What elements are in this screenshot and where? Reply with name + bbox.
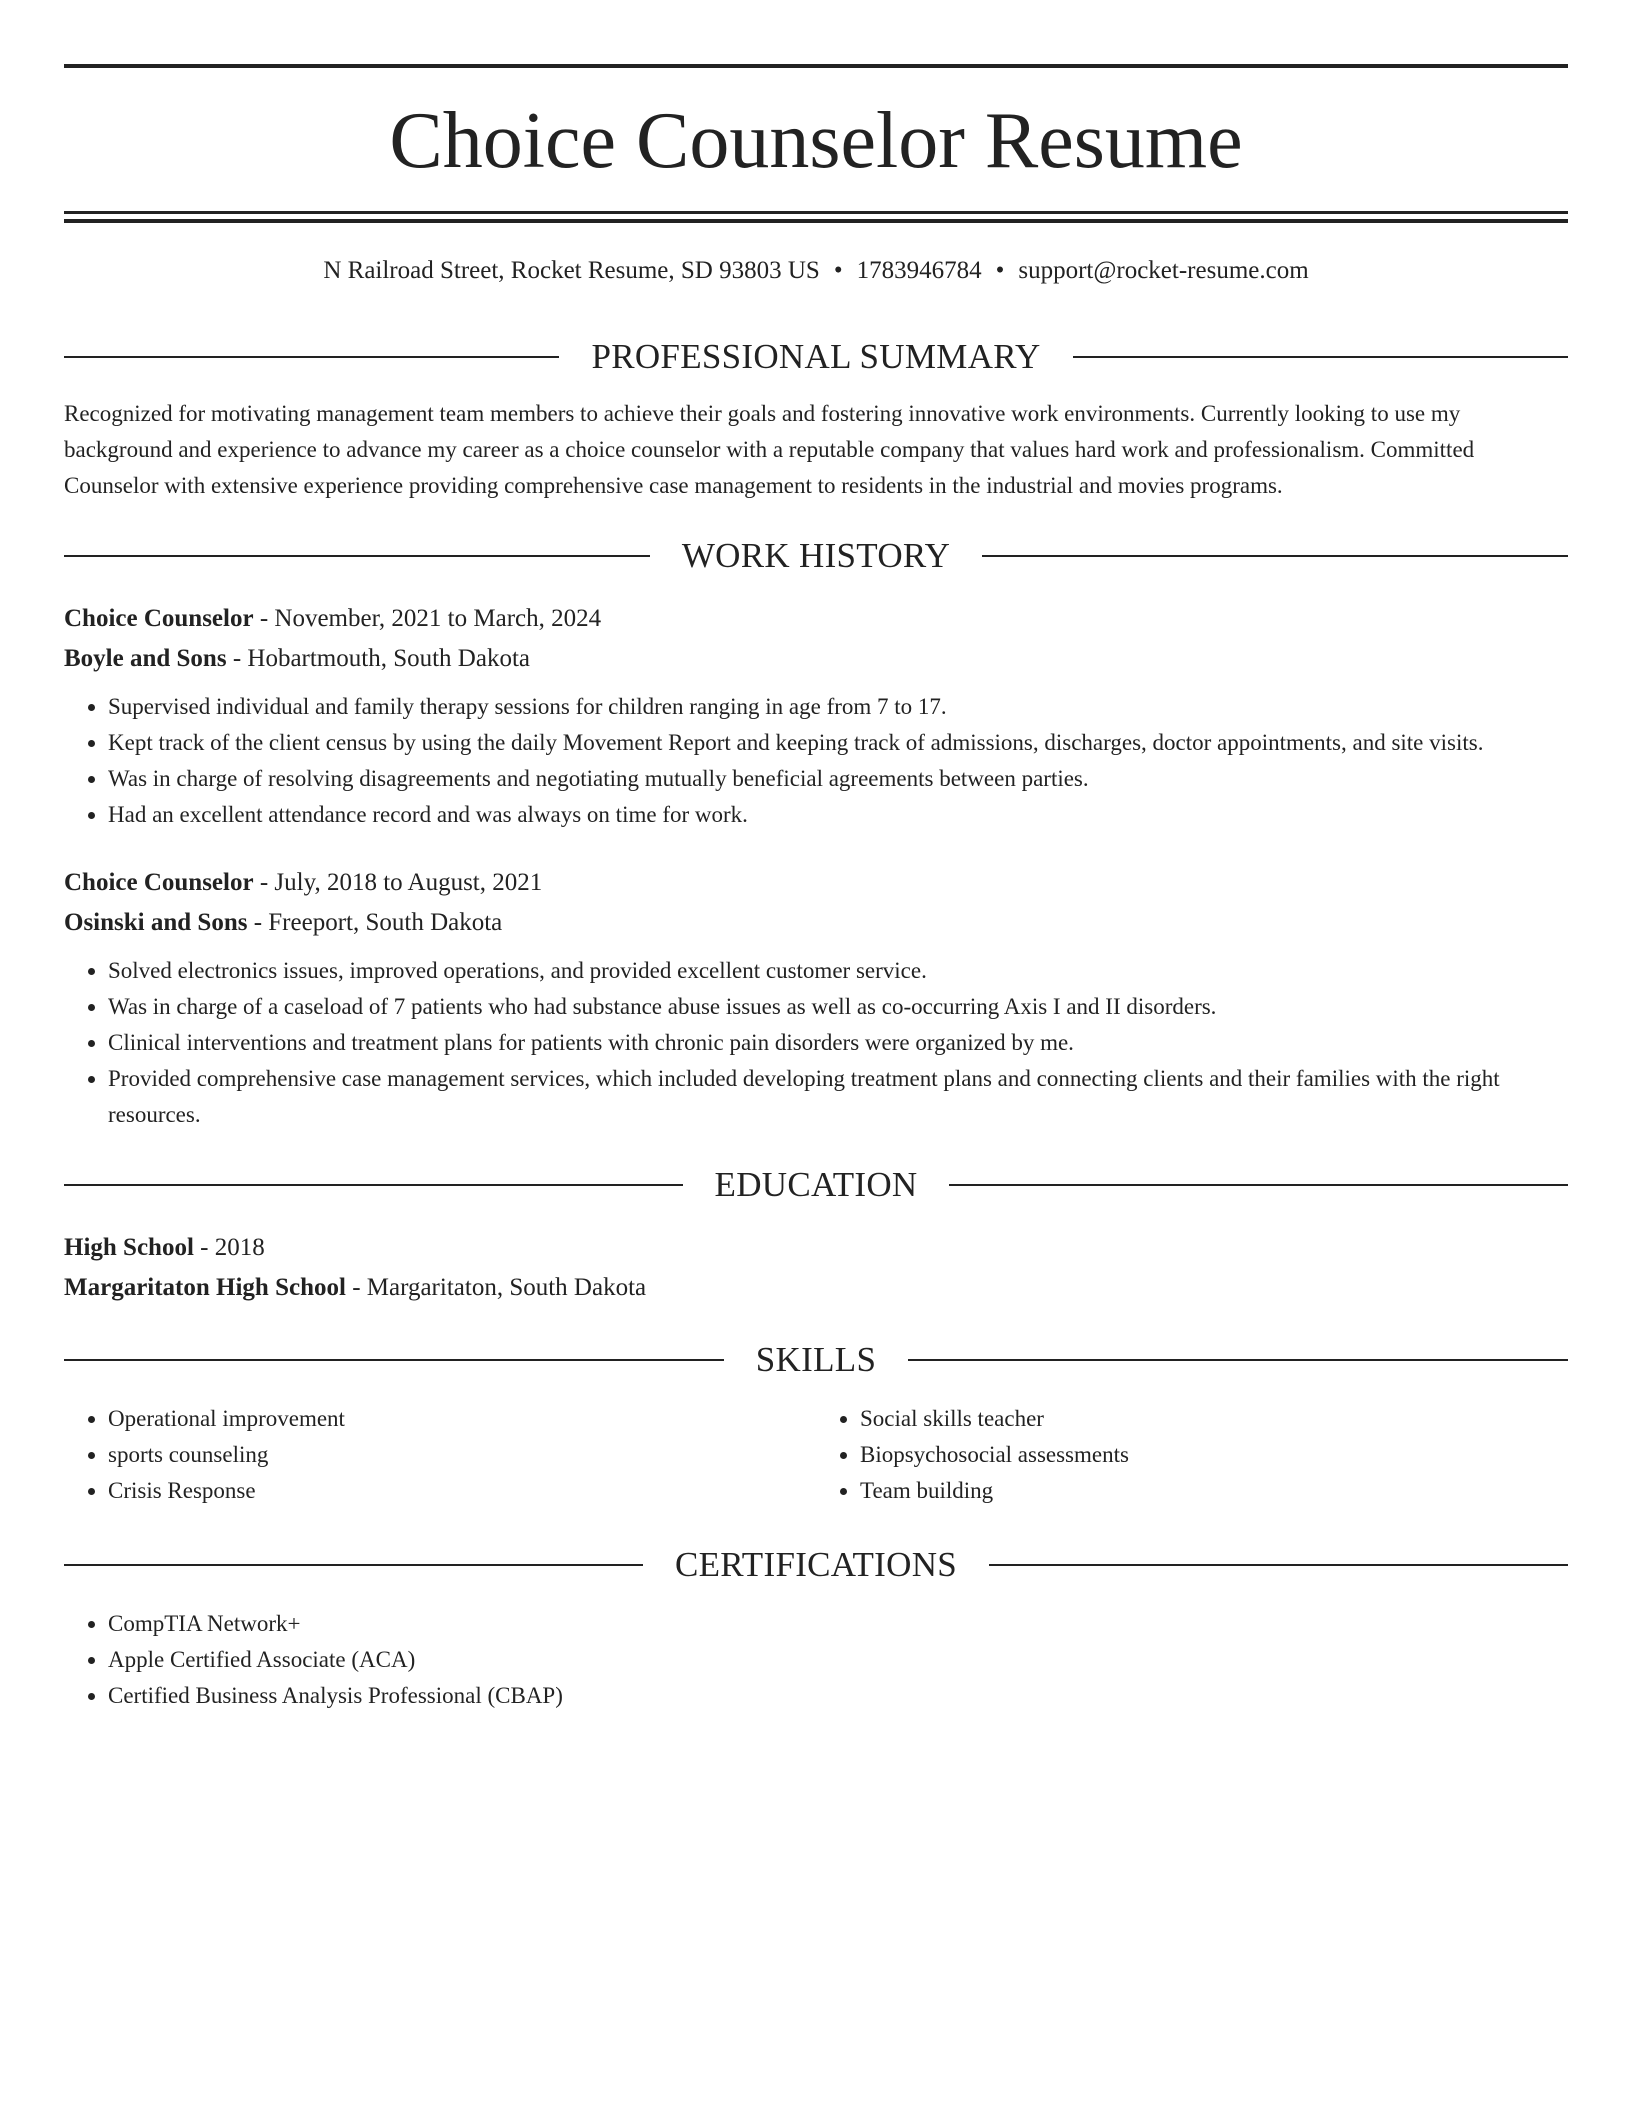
skills-heading	[64, 1342, 1568, 1377]
list-item: • Provided comprehensive case management services, which included developing treatment plans and connecting clients and their families with the right resources.	[108, 1061, 1568, 1133]
job-bullets	[64, 689, 1568, 833]
list-item: • Social skills teacher	[860, 1401, 1568, 1437]
address: N Railroad Street, Rocket Resume, SD 93803 US	[323, 257, 820, 284]
heading-rule-left	[64, 555, 650, 557]
contact-separator: •	[995, 257, 1005, 284]
heading-rule-left	[64, 356, 559, 358]
top-rule	[64, 64, 1568, 68]
summary-heading-title: PROFESSIONAL SUMMARY	[591, 337, 1041, 376]
summary-text: Recognized for motivating management team members to achieve their goals and fostering innovative work environments. Currently looking to use my background and experience to advance my career as a choice counselor with a reputable company that values hard work and professionalism. Committed Counselor with extensive experience providing comprehensive case management to residents in the industrial and movies programs.	[64, 401, 1475, 498]
list-item: • Had an excellent attendance record and was always on time for work.	[108, 797, 1568, 833]
skills-column-right	[816, 1401, 1568, 1509]
job-title-line	[64, 599, 1568, 639]
list-item: • Was in charge of resolving disagreements and negotiating mutually beneficial agreements between parties.	[108, 761, 1568, 797]
list-item: • sports counseling	[108, 1437, 816, 1473]
job-dates: - November, 2021 to March, 2024	[253, 605, 602, 632]
skills-column-left	[64, 1401, 816, 1509]
heading-rule-left	[64, 1564, 643, 1566]
job-location: - Freeport, South Dakota	[247, 909, 503, 936]
skills-grid	[64, 1401, 1568, 1509]
job-location: - Hobartmouth, South Dakota	[226, 645, 530, 672]
education-heading	[64, 1167, 1568, 1202]
job-entry	[64, 599, 1568, 833]
heading-rule-left	[64, 1184, 683, 1186]
job-company-line	[64, 903, 1568, 943]
list-item: • Team building	[860, 1473, 1568, 1509]
certifications-list	[64, 1606, 1568, 1714]
email: support@rocket-resume.com	[1018, 257, 1309, 284]
work-heading-title: WORK HISTORY	[681, 536, 951, 575]
skills-heading-title: SKILLS	[755, 1340, 877, 1379]
job-company: Boyle and Sons	[64, 645, 227, 672]
contact-line	[64, 256, 1568, 286]
list-item: • Solved electronics issues, improved operations, and provided excellent customer service.	[108, 953, 1568, 989]
school-line	[64, 1268, 1568, 1308]
list-item: • Crisis Response	[108, 1473, 816, 1509]
job-company-line	[64, 639, 1568, 679]
list-item: • Operational improvement	[108, 1401, 816, 1437]
education-heading-title: EDUCATION	[714, 1165, 918, 1204]
phone: 1783946784	[856, 257, 982, 284]
heading-rule-right	[908, 1359, 1568, 1361]
list-item: • Was in charge of a caseload of 7 patients who had substance abuse issues as well as co-occurring Axis I and II disorders.	[108, 989, 1568, 1025]
degree: High School	[64, 1234, 194, 1261]
school-location: - Margaritaton, South Dakota	[345, 1274, 647, 1301]
job-entry	[64, 863, 1568, 1133]
list-item: • Biopsychosocial assessments	[860, 1437, 1568, 1473]
list-item: • Supervised individual and family therapy sessions for children ranging in age from 7 to 17.	[108, 689, 1568, 725]
resume-title: Choice Counselor Resume	[389, 97, 1243, 185]
heading-rule-right	[982, 555, 1568, 557]
education-entry	[64, 1228, 1568, 1308]
contact-separator: •	[833, 257, 843, 284]
job-company: Osinski and Sons	[64, 909, 248, 936]
heading-rule-right	[949, 1184, 1568, 1186]
degree-line	[64, 1228, 1568, 1268]
list-item: • Clinical interventions and treatment plans for patients with chronic pain disorders were organized by me.	[108, 1025, 1568, 1061]
list-item: • Apple Certified Associate (ACA)	[108, 1642, 1568, 1678]
job-title: Choice Counselor	[64, 869, 254, 896]
job-title: Choice Counselor	[64, 605, 254, 632]
list-item: • Certified Business Analysis Professional (CBAP)	[108, 1678, 1568, 1714]
graduation-year: - 2018	[193, 1234, 265, 1261]
summary-heading	[64, 339, 1568, 374]
job-bullets	[64, 953, 1568, 1133]
job-title-line	[64, 863, 1568, 903]
heading-rule-right	[989, 1564, 1568, 1566]
double-rule	[64, 211, 1568, 223]
list-item: • Kept track of the client census by using the daily Movement Report and keeping track of admissions, discharges, doctor appointments, and site visits.	[108, 725, 1568, 761]
list-item: • CompTIA Network+	[108, 1606, 1568, 1642]
heading-rule-right	[1073, 356, 1568, 358]
heading-rule-left	[64, 1359, 724, 1361]
certifications-heading-title: CERTIFICATIONS	[674, 1545, 958, 1584]
certifications-heading	[64, 1547, 1568, 1582]
work-heading	[64, 538, 1568, 573]
school-name: Margaritaton High School	[64, 1274, 346, 1301]
job-dates: - July, 2018 to August, 2021	[253, 869, 543, 896]
